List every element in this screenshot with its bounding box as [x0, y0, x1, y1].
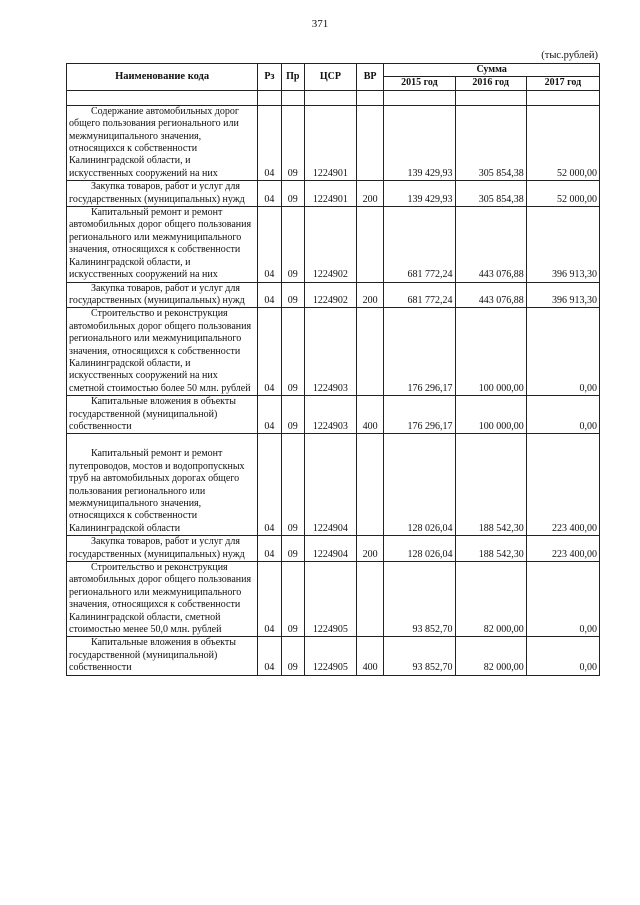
cell-2017: 223 400,00: [526, 434, 599, 536]
cell-2016: 443 076,88: [455, 207, 526, 282]
cell-pr: 09: [281, 181, 304, 207]
cell-name: [67, 434, 258, 536]
cell-vr: 200: [356, 181, 383, 207]
cell-pr: 09: [281, 434, 304, 536]
row-name-text: Содержание автомобильных дорог общего пользования регионального или межмуниципального значения, относящихся к собственности Калининградской области, и искусственных сооружений на них: [69, 105, 239, 179]
table-row: [67, 282, 600, 308]
cell-rz: 04: [258, 562, 281, 637]
spacer-row: [67, 90, 600, 105]
row-name-text: Капитальные вложения в объекты государственной (муниципальной) собственности: [69, 637, 236, 674]
units-label: (тыс.рублей): [541, 50, 598, 61]
header-name: Наименование кода: [67, 64, 258, 91]
cell-csr: 1224905: [305, 637, 357, 675]
row-name-text: Строительство и реконструкция автомобильных дорог общего пользования регионального или межмуниципального значения, относящихся к собственности Калининградской области, сметной стоимостью менее 50,0 млн. рублей: [69, 562, 252, 636]
cell-2015: 128 026,04: [384, 434, 455, 536]
cell-rz: 04: [258, 308, 281, 396]
cell-name: [67, 282, 258, 308]
cell-name: [67, 562, 258, 637]
cell-2017: 223 400,00: [526, 536, 599, 562]
cell-2017: 0,00: [526, 308, 599, 396]
cell-2015: 681 772,24: [384, 207, 455, 282]
table-body: [67, 90, 600, 675]
cell-2017: 396 913,30: [526, 207, 599, 282]
header-2015: 2015 год: [384, 77, 455, 90]
cell-2017: 396 913,30: [526, 282, 599, 308]
cell-rz: 04: [258, 396, 281, 434]
cell-pr: 09: [281, 562, 304, 637]
cell-rz: 04: [258, 207, 281, 282]
cell-vr: 400: [356, 637, 383, 675]
table-row: [67, 562, 600, 637]
cell-2016: 100 000,00: [455, 396, 526, 434]
cell-2015: 93 852,70: [384, 637, 455, 675]
cell-vr: [356, 308, 383, 396]
row-name-text: Закупка товаров, работ и услуг для государственных (муниципальных) нужд: [69, 536, 245, 560]
page-number: 371: [311, 18, 329, 30]
cell-2016: 305 854,38: [455, 105, 526, 180]
cell-csr: 1224901: [305, 105, 357, 180]
cell-name: [67, 536, 258, 562]
table-row: [67, 207, 600, 282]
cell-2017: 0,00: [526, 637, 599, 675]
cell-2017: 52 000,00: [526, 181, 599, 207]
cell-2016: 188 542,30: [455, 536, 526, 562]
cell-2015: 681 772,24: [384, 282, 455, 308]
cell-2016: 443 076,88: [455, 282, 526, 308]
cell-rz: 04: [258, 637, 281, 675]
cell-csr: 1224902: [305, 207, 357, 282]
cell-csr: 1224904: [305, 536, 357, 562]
cell-rz: 04: [258, 536, 281, 562]
cell-2015: 139 429,93: [384, 105, 455, 180]
row-name-text: Закупка товаров, работ и услуг для государственных (муниципальных) нужд: [69, 181, 245, 205]
row-name-text: Капитальный ремонт и ремонт автомобильных дорог общего пользования регионального или межмуниципального значения, относящихся к собственности Калининградской области, и искусственных сооружений на них: [69, 207, 252, 281]
row-name-text: Строительство и реконструкция автомобильных дорог общего пользования регионального или межмуниципального значения, относящихся к собственности Калининградской области, и искусственных сооружений на них сметной стоимостью более 50 млн. рублей: [69, 308, 252, 394]
cell-vr: 400: [356, 396, 383, 434]
header-2016: 2016 год: [455, 77, 526, 90]
header-2017: 2017 год: [526, 77, 599, 90]
header-vr: ВР: [356, 64, 383, 91]
cell-csr: 1224901: [305, 181, 357, 207]
table-row: [67, 181, 600, 207]
row-name-text: Капитальный ремонт и ремонт путепроводов, мостов и водопропускных труб на автомобильных дорогах общего пользования регионального или межмуниципального значения, относящихся к собственности Калининградской области: [69, 448, 245, 534]
cell-name: [67, 105, 258, 180]
cell-rz: 04: [258, 434, 281, 536]
table-row: [67, 308, 600, 396]
cell-vr: [356, 434, 383, 536]
cell-2016: 305 854,38: [455, 181, 526, 207]
cell-name: [67, 308, 258, 396]
cell-pr: 09: [281, 536, 304, 562]
cell-csr: 1224905: [305, 562, 357, 637]
cell-2015: 139 429,93: [384, 181, 455, 207]
header-sum: Сумма: [384, 64, 600, 77]
cell-name: [67, 396, 258, 434]
cell-csr: 1224903: [305, 396, 357, 434]
cell-csr: 1224903: [305, 308, 357, 396]
header-pr: Пр: [281, 64, 304, 91]
cell-2017: 0,00: [526, 562, 599, 637]
cell-2016: 82 000,00: [455, 562, 526, 637]
cell-2015: 128 026,04: [384, 536, 455, 562]
cell-2017: 0,00: [526, 396, 599, 434]
cell-2015: 176 296,17: [384, 396, 455, 434]
row-name-text: Закупка товаров, работ и услуг для государственных (муниципальных) нужд: [69, 282, 245, 306]
header-csr: ЦСР: [305, 64, 357, 91]
cell-2016: 82 000,00: [455, 637, 526, 675]
cell-pr: 09: [281, 308, 304, 396]
cell-2015: 176 296,17: [384, 308, 455, 396]
cell-2017: 52 000,00: [526, 105, 599, 180]
cell-2016: 188 542,30: [455, 434, 526, 536]
cell-pr: 09: [281, 637, 304, 675]
cell-vr: 200: [356, 282, 383, 308]
cell-rz: 04: [258, 181, 281, 207]
cell-rz: 04: [258, 282, 281, 308]
table-row: [67, 637, 600, 675]
cell-vr: [356, 207, 383, 282]
cell-name: [67, 207, 258, 282]
cell-name: [67, 637, 258, 675]
table-row: [67, 434, 600, 536]
cell-pr: 09: [281, 207, 304, 282]
cell-2015: 93 852,70: [384, 562, 455, 637]
row-name-text: Капитальные вложения в объекты государственной (муниципальной) собственности: [69, 396, 236, 432]
cell-rz: 04: [258, 105, 281, 180]
cell-name: [67, 181, 258, 207]
cell-vr: 200: [356, 536, 383, 562]
header-rz: Рз: [258, 64, 281, 91]
table-row: [67, 396, 600, 434]
table-row: [67, 536, 600, 562]
budget-table: [66, 63, 600, 676]
cell-pr: 09: [281, 282, 304, 308]
cell-csr: 1224902: [305, 282, 357, 308]
cell-pr: 09: [281, 396, 304, 434]
cell-vr: [356, 562, 383, 637]
cell-2016: 100 000,00: [455, 308, 526, 396]
table-row: [67, 105, 600, 180]
cell-pr: 09: [281, 105, 304, 180]
cell-vr: [356, 105, 383, 180]
cell-csr: 1224904: [305, 434, 357, 536]
